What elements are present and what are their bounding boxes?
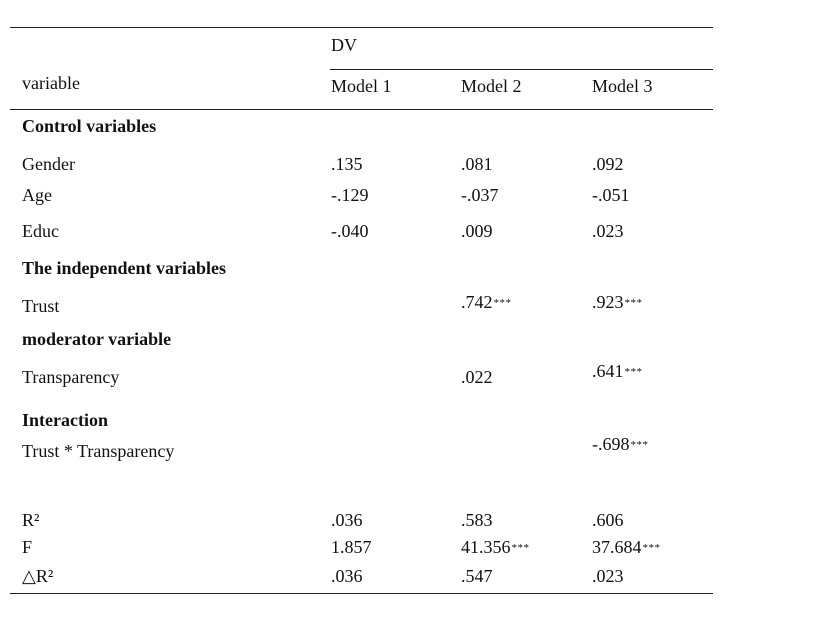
significance-stars: *** <box>642 542 661 554</box>
cell-trust-m2-value: .742 <box>461 292 493 312</box>
cell-f-m3 <box>592 538 661 556</box>
model-2-header: Model 2 <box>461 76 522 96</box>
cell-age-m2: -.037 <box>461 185 499 205</box>
model-header-rule <box>330 69 713 70</box>
header-bottom-rule <box>10 109 713 110</box>
significance-stars: *** <box>511 542 530 554</box>
row-label-trust: Trust <box>22 296 60 316</box>
variable-header: variable <box>22 73 80 93</box>
cell-r2-m1: .036 <box>331 510 363 530</box>
row-label-transparency: Transparency <box>22 367 120 387</box>
top-rule <box>10 27 713 28</box>
row-label-gender: Gender <box>22 154 75 174</box>
bottom-rule <box>10 593 713 594</box>
cell-transparency-m3-value: .641 <box>592 361 624 381</box>
row-label-trust-x-transparency: Trust * Transparency <box>22 441 175 461</box>
cell-trust-x-transparency-m3 <box>592 435 649 453</box>
cell-gender-m1: .135 <box>331 154 363 174</box>
row-label-educ: Educ <box>22 221 59 241</box>
cell-delta-r2-m3: .023 <box>592 566 624 586</box>
cell-trust-m2 <box>461 293 512 311</box>
row-label-delta-r2: △R² <box>22 566 54 586</box>
model-3-header: Model 3 <box>592 76 653 96</box>
cell-delta-r2-m1: .036 <box>331 566 363 586</box>
section-interaction: Interaction <box>22 410 108 430</box>
row-label-age: Age <box>22 185 52 205</box>
cell-trust-x-transparency-m3-value: -.698 <box>592 434 630 454</box>
cell-f-m2 <box>461 538 530 556</box>
cell-age-m1: -.129 <box>331 185 369 205</box>
cell-trust-m3-value: .923 <box>592 292 624 312</box>
cell-transparency-m2: .022 <box>461 367 493 387</box>
significance-stars: *** <box>493 297 512 309</box>
row-label-f: F <box>22 537 33 557</box>
cell-delta-r2-m2: .547 <box>461 566 493 586</box>
cell-r2-m2: .583 <box>461 510 493 530</box>
cell-f-m3-value: 37.684 <box>592 537 642 557</box>
cell-educ-m2: .009 <box>461 221 493 241</box>
cell-gender-m2: .081 <box>461 154 493 174</box>
model-1-header: Model 1 <box>331 76 392 96</box>
cell-transparency-m3 <box>592 362 643 380</box>
section-moderator-variable: moderator variable <box>22 329 172 349</box>
cell-f-m1: 1.857 <box>331 537 372 557</box>
section-independent-variables: The independent variables <box>22 258 227 278</box>
cell-educ-m1: -.040 <box>331 221 369 241</box>
significance-stars: *** <box>624 366 643 378</box>
significance-stars: *** <box>624 297 643 309</box>
dv-label: DV <box>331 35 357 55</box>
section-control-variables: Control variables <box>22 116 157 136</box>
significance-stars: *** <box>630 439 649 451</box>
cell-gender-m3: .092 <box>592 154 624 174</box>
cell-trust-m3 <box>592 293 643 311</box>
cell-age-m3: -.051 <box>592 185 630 205</box>
cell-f-m2-value: 41.356 <box>461 537 511 557</box>
row-label-r2: R² <box>22 510 40 530</box>
cell-r2-m3: .606 <box>592 510 624 530</box>
cell-educ-m3: .023 <box>592 221 624 241</box>
